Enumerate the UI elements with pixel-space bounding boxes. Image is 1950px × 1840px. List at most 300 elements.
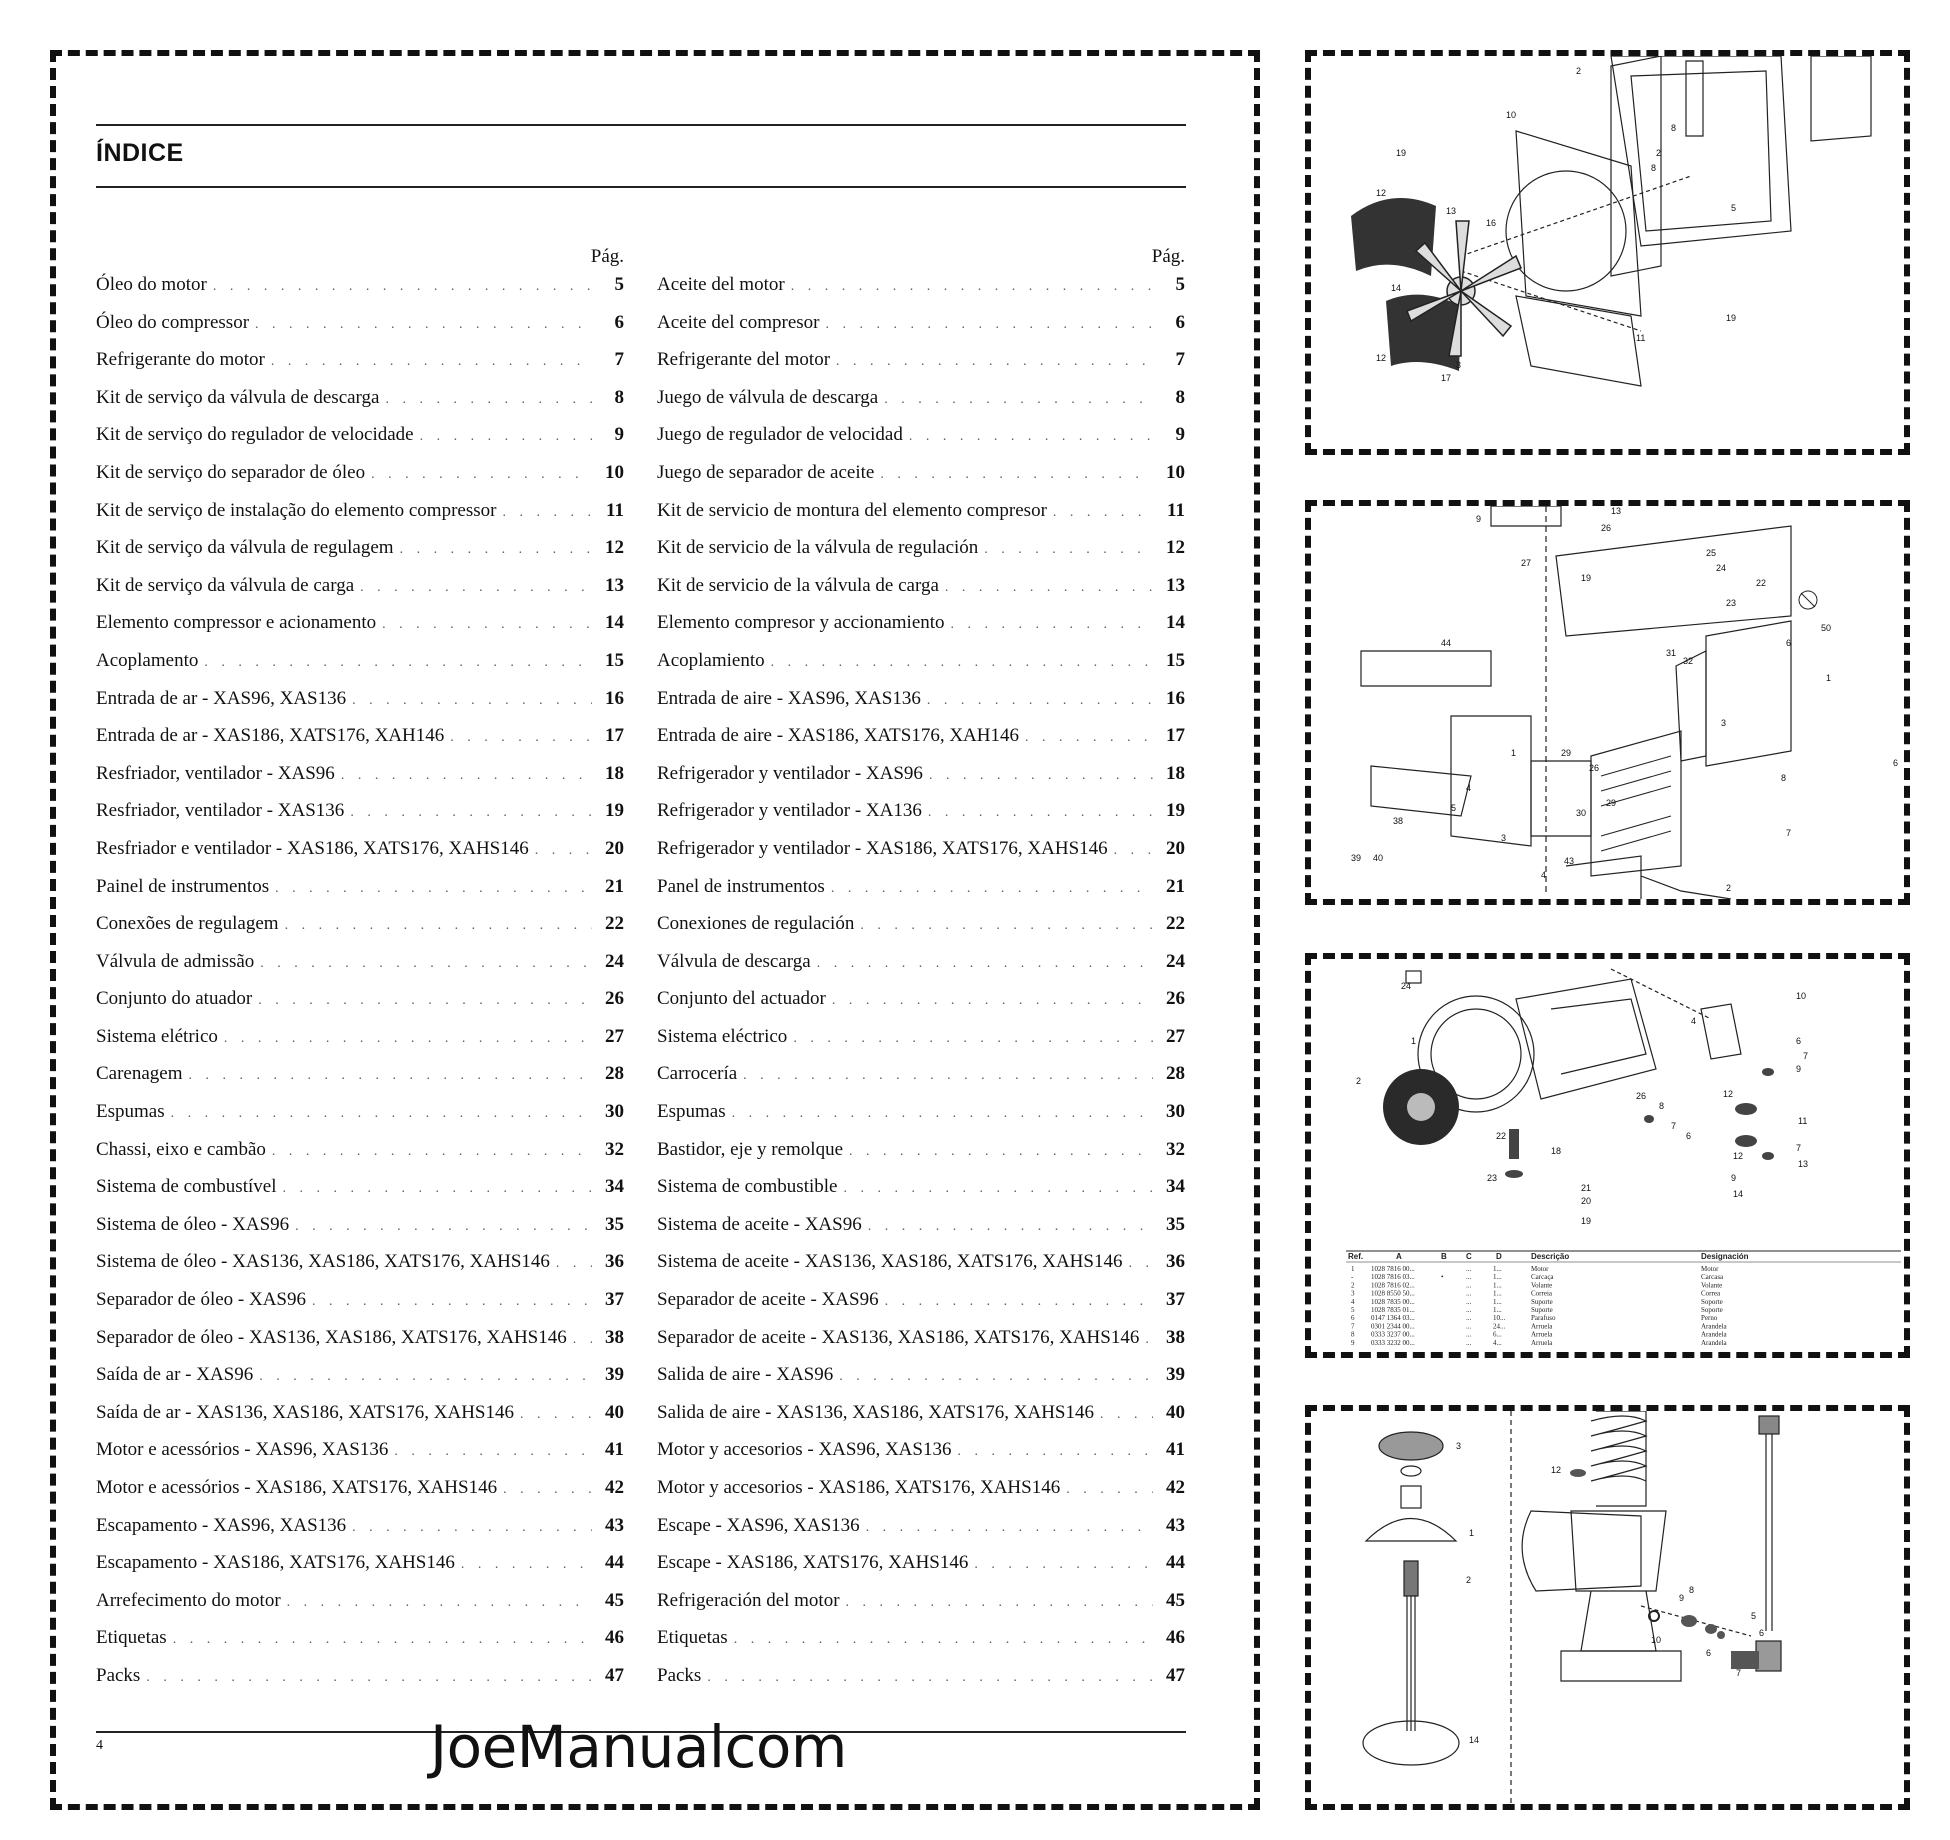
toc-entry[interactable] <box>96 1251 624 1289</box>
dot-leader <box>951 617 1153 633</box>
dot-leader <box>287 1595 592 1611</box>
dot-leader <box>817 956 1153 972</box>
toc-entry[interactable] <box>657 1627 1185 1665</box>
callout-label: 6 <box>1796 1036 1802 1046</box>
toc-entry-title: Sistema de aceite - XAS96 <box>657 1213 862 1235</box>
toc-entry-title: Óleo do motor <box>96 274 207 295</box>
callout-label: 21 <box>1581 1183 1592 1193</box>
dot-leader <box>846 1595 1153 1611</box>
toc-entry-page: 26 <box>605 988 624 1010</box>
callout-label: 6 <box>1893 758 1899 768</box>
dot-leader <box>450 730 592 746</box>
dot-leader <box>360 580 592 596</box>
toc-entry-title: Acoplamento <box>96 649 199 671</box>
callout-label: 5 <box>1451 803 1457 813</box>
toc-entry-title: Resfriador, ventilador - XAS136 <box>96 800 345 822</box>
toc-entry[interactable] <box>657 312 1185 350</box>
dot-leader <box>171 1106 592 1122</box>
callout-label: 13 <box>1446 206 1457 216</box>
toc-entry[interactable] <box>96 349 624 387</box>
parts-table-cell: 1028 7835 00... <box>1371 1297 1415 1306</box>
toc-entry[interactable] <box>657 913 1185 951</box>
toc-entry[interactable] <box>96 424 624 462</box>
toc-entry-page: 44 <box>1166 1552 1185 1574</box>
toc-entry[interactable] <box>657 838 1185 876</box>
toc-entry-page: 6 <box>614 311 624 333</box>
toc-entry-page: 43 <box>1166 1514 1185 1536</box>
callout-label: 43 <box>1564 856 1575 866</box>
toc-entry[interactable] <box>96 1627 624 1665</box>
toc-entry[interactable] <box>657 1515 1185 1553</box>
toc-entry-page: 24 <box>1166 950 1185 972</box>
parts-table-cell: 1... <box>1493 1289 1502 1298</box>
parts-table-cell: 6 <box>1351 1314 1355 1323</box>
toc-entry-title: Entrada de ar - XAS186, XATS176, XAH146 <box>96 725 445 747</box>
toc-entry-title: Carenagem <box>96 1063 183 1085</box>
callout-label: 3 <box>1501 833 1507 843</box>
dot-leader <box>945 580 1153 596</box>
toc-entry[interactable] <box>96 1026 624 1064</box>
callout-label: 29 <box>1606 798 1617 808</box>
toc-entry-page: 32 <box>605 1138 624 1160</box>
dot-leader <box>860 918 1153 934</box>
toc-entry[interactable] <box>96 725 624 763</box>
toc-entry-page: 16 <box>605 687 624 709</box>
dot-leader <box>928 805 1153 821</box>
toc-entry-page: 12 <box>1166 537 1185 559</box>
toc-entry[interactable] <box>96 1590 624 1628</box>
toc-entry-page: 40 <box>605 1401 624 1423</box>
callout-label: 9 <box>1796 1064 1802 1074</box>
callout-label: 26 <box>1601 523 1612 533</box>
toc-entry-title: Espumas <box>657 1101 726 1123</box>
toc-entry-page: 28 <box>605 1063 624 1085</box>
toc-entry-page: 15 <box>1166 649 1185 671</box>
dot-leader <box>927 693 1153 709</box>
toc-entry-title: Resfriador, ventilador - XAS96 <box>96 762 335 784</box>
toc-entry-title: Sistema de combustível <box>96 1176 277 1198</box>
toc-entry-page: 45 <box>1166 1589 1185 1611</box>
toc-list <box>96 274 624 1703</box>
parts-table-cell: Arandela <box>1701 1338 1727 1347</box>
parts-table-cell: ... <box>1466 1338 1472 1347</box>
parts-table-header: B <box>1441 1252 1447 1261</box>
toc-entry[interactable] <box>96 274 624 312</box>
toc-entry[interactable] <box>657 612 1185 650</box>
toc-entry[interactable] <box>96 1214 624 1252</box>
toc-entry-page: 20 <box>1166 837 1185 859</box>
toc-entry-page: 6 <box>1175 311 1185 333</box>
toc-entry-page: 28 <box>1166 1063 1185 1085</box>
thumbnail-bodywork-diagram[interactable] <box>1305 500 1910 905</box>
dot-leader <box>556 1256 592 1272</box>
parts-table-cell: Motor <box>1701 1265 1719 1273</box>
parts-table-cell: Correa <box>1701 1289 1721 1298</box>
toc-entry[interactable] <box>657 1176 1185 1214</box>
toc-entry-page: 37 <box>1166 1289 1185 1311</box>
toc-entry[interactable] <box>657 1214 1185 1252</box>
dot-leader <box>974 1557 1153 1573</box>
toc-entry[interactable] <box>657 688 1185 726</box>
parts-table-header: A <box>1396 1252 1402 1261</box>
toc-entry-title: Juego de válvula de descarga <box>657 386 879 408</box>
toc-entry[interactable] <box>96 913 624 951</box>
toc-entry[interactable] <box>657 1063 1185 1101</box>
toc-entry-page: 41 <box>605 1439 624 1461</box>
dot-leader <box>420 429 592 445</box>
toc-entry-page: 30 <box>605 1101 624 1123</box>
toc-entry[interactable] <box>96 876 624 914</box>
toc-entry-page: 16 <box>1166 687 1185 709</box>
callout-label: 11 <box>1798 1116 1808 1126</box>
dot-leader <box>224 1031 592 1047</box>
callout-label: 4 <box>1466 783 1472 793</box>
parts-table-cell: ... <box>1466 1265 1472 1273</box>
dot-leader <box>352 693 592 709</box>
toc-entry[interactable] <box>657 387 1185 425</box>
callout-label: 17 <box>1441 373 1452 383</box>
callout-label: 7 <box>1786 828 1792 838</box>
toc-column-portuguese <box>96 240 624 1703</box>
toc-entry-title: Carrocería <box>657 1063 738 1085</box>
callout-label: 11 <box>1636 333 1646 343</box>
callout-label: 12 <box>1733 1151 1744 1161</box>
thumbnail-valve-diagram[interactable] <box>1305 1405 1910 1810</box>
toc-entry[interactable] <box>96 612 624 650</box>
dot-leader <box>1114 843 1153 859</box>
toc-entry[interactable] <box>657 1026 1185 1064</box>
toc-entry[interactable] <box>657 1364 1185 1402</box>
toc-entry-title: Packs <box>657 1664 702 1686</box>
dot-leader <box>295 1219 592 1235</box>
parts-table-cell: 1028 7816 02... <box>1371 1281 1415 1290</box>
toc-entry[interactable] <box>657 1590 1185 1628</box>
callout-label: 38 <box>1393 816 1404 826</box>
toc-entry[interactable] <box>657 1289 1185 1327</box>
callout-label: 23 <box>1487 1173 1498 1183</box>
toc-entry[interactable] <box>657 1101 1185 1139</box>
parts-table-cell: 1028 7816 03... <box>1371 1273 1415 1282</box>
callout-label: 50 <box>1821 623 1832 633</box>
dot-leader <box>275 881 592 897</box>
toc-entry-title: Refrigerador y ventilador - XAS96 <box>657 762 923 784</box>
dot-leader <box>984 542 1153 558</box>
parts-table-header: Descrição <box>1531 1252 1570 1261</box>
toc-entry[interactable] <box>96 988 624 1026</box>
parts-table-cell: 3 <box>1351 1289 1355 1298</box>
toc-entry[interactable] <box>657 1251 1185 1289</box>
toc-entry[interactable] <box>657 1327 1185 1365</box>
toc-entry[interactable] <box>657 1665 1185 1703</box>
toc-entry-title: Espumas <box>96 1101 165 1123</box>
callout-label: 8 <box>1781 773 1787 783</box>
toc-entry[interactable] <box>657 500 1185 538</box>
toc-entry[interactable] <box>657 1477 1185 1515</box>
toc-entry[interactable] <box>96 312 624 350</box>
toc-entry-title: Kit de serviço do separador de óleo <box>96 461 366 483</box>
toc-entry-title: Separador de aceite - XAS96 <box>657 1289 879 1311</box>
parts-table-cell: ... <box>1466 1297 1472 1306</box>
toc-entry[interactable] <box>96 575 624 613</box>
callout-label: 2 <box>1656 148 1662 158</box>
dot-leader <box>732 1106 1153 1122</box>
parts-table-cell: 5 <box>1351 1306 1355 1314</box>
toc-entry-page: 45 <box>605 1589 624 1611</box>
callout-label: 6 <box>1686 1131 1692 1141</box>
toc-entry[interactable] <box>657 1402 1185 1440</box>
toc-entry-title: Resfriador e ventilador - XAS186, XATS176, XAHS146 <box>96 837 529 859</box>
page-column-header: Pág. <box>1151 246 1185 267</box>
toc-entry[interactable] <box>96 650 624 688</box>
toc-entry[interactable] <box>96 462 624 500</box>
toc-entry[interactable] <box>96 763 624 801</box>
parts-table-cell: Correia <box>1531 1289 1552 1298</box>
toc-entry-page: 22 <box>1166 913 1185 935</box>
toc-entry-page: 27 <box>1166 1025 1185 1047</box>
toc-entry-title: Conjunto do atuador <box>96 988 253 1010</box>
toc-entry-page: 21 <box>605 875 624 897</box>
dot-leader <box>461 1557 592 1573</box>
parts-table-cell: ... <box>1466 1330 1472 1339</box>
dot-leader <box>884 392 1153 408</box>
callout-label: 27 <box>1521 558 1532 568</box>
thumbnail-engine-diagram[interactable] <box>1305 953 1910 1358</box>
callout-label: 7 <box>1671 1121 1677 1131</box>
toc-entry-title: Conjunto del actuador <box>657 988 826 1010</box>
toc-entry[interactable] <box>96 951 624 989</box>
toc-entry[interactable] <box>96 1101 624 1139</box>
dot-leader <box>312 1294 592 1310</box>
toc-entry[interactable] <box>657 1139 1185 1177</box>
callout-label: 6 <box>1759 1628 1765 1638</box>
dot-leader <box>771 655 1153 671</box>
watermark: JoeManualcom <box>430 1713 847 1781</box>
toc-entry-page: 20 <box>605 837 624 859</box>
toc-entry[interactable] <box>96 1552 624 1590</box>
toc-entry-title: Kit de serviço da válvula de regulagem <box>96 537 394 559</box>
callout-label: 13 <box>1798 1159 1809 1169</box>
dot-leader <box>285 918 592 934</box>
toc-entry[interactable] <box>657 1439 1185 1477</box>
parts-table-cell: Volante <box>1701 1281 1723 1290</box>
toc-entry-page: 30 <box>1166 1101 1185 1123</box>
toc-entry-page: 22 <box>605 913 624 935</box>
toc-entry-title: Salida de aire - XAS96 <box>657 1364 834 1386</box>
toc-entry-page: 21 <box>1166 875 1185 897</box>
toc-entry[interactable] <box>96 1364 624 1402</box>
toc-entry-title: Sistema de aceite - XAS136, XAS186, XATS176, XAHS146 <box>657 1251 1123 1273</box>
callout-label: 24 <box>1401 981 1412 991</box>
toc-entry[interactable] <box>96 838 624 876</box>
dot-leader <box>213 279 592 295</box>
callout-label: 3 <box>1721 718 1727 728</box>
callout-label: 40 <box>1373 853 1384 863</box>
parts-table-cell: Perno <box>1701 1314 1718 1323</box>
toc-entry-page: 24 <box>605 950 624 972</box>
engine-exploded-diagram <box>1311 959 1904 1352</box>
dot-leader <box>1145 1332 1153 1348</box>
callout-label: 1 <box>1511 748 1517 758</box>
parts-table-cell: 10... <box>1493 1314 1506 1323</box>
toc-entry-page: 32 <box>1166 1138 1185 1160</box>
toc-entry[interactable] <box>96 1327 624 1365</box>
callout-label: 20 <box>1581 1196 1592 1206</box>
callout-label: 44 <box>1441 638 1452 648</box>
toc-entry-page: 46 <box>605 1627 624 1649</box>
toc-entry-title: Sistema de óleo - XAS136, XAS186, XATS176, XAHS146 <box>96 1251 550 1273</box>
parts-table-cell: Suporte <box>1531 1306 1553 1314</box>
toc-entry-title: Refrigerante do motor <box>96 349 265 371</box>
toc-entry[interactable] <box>657 1552 1185 1590</box>
toc-entry-title: Refrigerante del motor <box>657 349 831 371</box>
toc-entry[interactable] <box>96 1139 624 1177</box>
toc-entry-page: 7 <box>614 349 624 371</box>
parts-table-cell: 8 <box>1351 1330 1355 1339</box>
toc-entry[interactable] <box>657 650 1185 688</box>
toc-entry-title: Refrigeración del motor <box>657 1589 840 1611</box>
toc-entry[interactable] <box>657 575 1185 613</box>
toc-entry-title: Refrigerador y ventilador - XA136 <box>657 800 922 822</box>
toc-entry-title: Chassi, eixo e cambão <box>96 1138 266 1160</box>
toc-entry[interactable] <box>96 1439 624 1477</box>
toc-entry-page: 26 <box>1166 988 1185 1010</box>
toc-entry[interactable] <box>657 537 1185 575</box>
toc-entry-title: Óleo do compressor <box>96 311 250 333</box>
dot-leader <box>271 354 592 370</box>
callout-label: 14 <box>1469 1735 1480 1745</box>
dot-leader <box>385 392 592 408</box>
toc-entry[interactable] <box>96 1289 624 1327</box>
toc-entry-page: 5 <box>1175 274 1185 295</box>
callout-label: 19 <box>1726 313 1737 323</box>
toc-entry[interactable] <box>96 1515 624 1553</box>
parts-table <box>1348 1252 1749 1347</box>
callout-label: 1 <box>1826 673 1832 683</box>
toc-entry[interactable] <box>657 424 1185 462</box>
toc-entry-title: Etiquetas <box>96 1627 167 1649</box>
dot-leader <box>1100 1407 1153 1423</box>
dot-leader <box>793 1031 1153 1047</box>
callout-label: 4 <box>1541 870 1547 880</box>
parts-table-cell: 6... <box>1493 1330 1502 1339</box>
dot-leader <box>1053 505 1153 521</box>
toc-entry-title: Aceite del compresor <box>657 311 820 333</box>
callout-label: 7 <box>1803 1051 1809 1061</box>
callout-label: 3 <box>1456 360 1462 370</box>
parts-table-header: Designación <box>1701 1252 1749 1261</box>
callout-label: 31 <box>1666 648 1677 658</box>
toc-entry-title: Sistema elétrico <box>96 1025 218 1047</box>
toc-entry[interactable] <box>96 387 624 425</box>
callout-label: 9 <box>1476 514 1482 524</box>
toc-entry[interactable] <box>657 349 1185 387</box>
toc-entry-title: Escape - XAS96, XAS136 <box>657 1514 860 1536</box>
toc-entry[interactable] <box>96 537 624 575</box>
toc-entry[interactable] <box>657 876 1185 914</box>
toc-entry[interactable] <box>96 1477 624 1515</box>
toc-entry-page: 12 <box>605 537 624 559</box>
toc-entry-title: Entrada de aire - XAS96, XAS136 <box>657 687 921 709</box>
toc-entry[interactable] <box>96 1063 624 1101</box>
toc-entry-page: 11 <box>1167 499 1185 521</box>
page-column-header: Pág. <box>590 246 624 267</box>
dot-leader <box>707 1670 1153 1686</box>
toc-entry-page: 39 <box>1166 1364 1185 1386</box>
parts-table-cell: ... <box>1466 1314 1472 1323</box>
callout-label: 2 <box>1576 66 1582 76</box>
toc-list <box>657 274 1185 1703</box>
toc-entry[interactable] <box>657 763 1185 801</box>
callout-label: 9 <box>1679 1593 1685 1603</box>
toc-entry-title: Kit de serviço da válvula de carga <box>96 574 355 596</box>
toc-entry[interactable] <box>96 800 624 838</box>
callout-label: 5 <box>1751 1611 1757 1621</box>
parts-table-cell: Soporte <box>1701 1297 1723 1306</box>
toc-entry-title: Válvula de admissão <box>96 950 255 972</box>
toc-entry-page: 43 <box>605 1514 624 1536</box>
callout-label: 6 <box>1786 638 1792 648</box>
toc-entry[interactable] <box>96 688 624 726</box>
dot-leader <box>791 279 1153 295</box>
toc-entry[interactable] <box>96 1402 624 1440</box>
toc-entry[interactable] <box>96 500 624 538</box>
toc-entry[interactable] <box>657 988 1185 1026</box>
parts-table-cell: 4... <box>1493 1338 1502 1347</box>
dot-leader <box>573 1332 592 1348</box>
toc-entry-title: Elemento compresor y accionamiento <box>657 612 945 634</box>
callout-label: 2 <box>1466 1575 1472 1585</box>
toc-entry-page: 34 <box>605 1176 624 1198</box>
callout-label: 8 <box>1689 1585 1695 1595</box>
thumbnail-fan-diagram[interactable] <box>1305 50 1910 455</box>
toc-entry-page: 13 <box>605 574 624 596</box>
dot-leader <box>843 1181 1153 1197</box>
toc-entry[interactable] <box>657 951 1185 989</box>
toc-entry[interactable] <box>96 1176 624 1214</box>
toc-entry[interactable] <box>657 462 1185 500</box>
parts-table-cell: 4 <box>1351 1297 1355 1306</box>
parts-table-cell: 1... <box>1493 1273 1502 1282</box>
toc-entry-title: Escapamento - XAS186, XATS176, XAHS146 <box>96 1552 455 1574</box>
callout-label: 2 <box>1356 1076 1362 1086</box>
callout-label: 10 <box>1651 1635 1662 1645</box>
callout-label: 22 <box>1496 1131 1507 1141</box>
dot-leader <box>1066 1482 1153 1498</box>
toc-entry-page: 10 <box>605 461 624 483</box>
dot-leader <box>189 1068 592 1084</box>
toc-entry-title: Motor e acessórios - XAS186, XATS176, XAHS146 <box>96 1477 498 1498</box>
toc-entry-page: 36 <box>605 1251 624 1273</box>
callout-label: 16 <box>1486 218 1497 228</box>
callout-label: 26 <box>1589 763 1600 773</box>
toc-entry-title: Escape - XAS186, XATS176, XAHS146 <box>657 1552 969 1574</box>
toc-entry-page: 7 <box>1175 349 1185 371</box>
toc-entry[interactable] <box>657 274 1185 312</box>
toc-entry-title: Kit de servicio de montura del elemento compresor <box>657 499 1047 521</box>
toc-entry[interactable] <box>657 800 1185 838</box>
toc-entry[interactable] <box>96 1665 624 1703</box>
dot-leader <box>734 1632 1153 1648</box>
callout-label: 24 <box>1716 563 1727 573</box>
toc-entry-page: 39 <box>605 1364 624 1386</box>
toc-entry-title: Painel de instrumentos <box>96 875 270 897</box>
callout-label: 4 <box>1691 1016 1697 1026</box>
fan-exploded-diagram <box>1311 56 1904 449</box>
parts-table-cell: Motor <box>1531 1265 1549 1273</box>
toc-entry-title: Saída de ar - XAS96 <box>96 1364 254 1386</box>
toc-entry[interactable] <box>657 725 1185 763</box>
callout-label: 14 <box>1391 283 1402 293</box>
